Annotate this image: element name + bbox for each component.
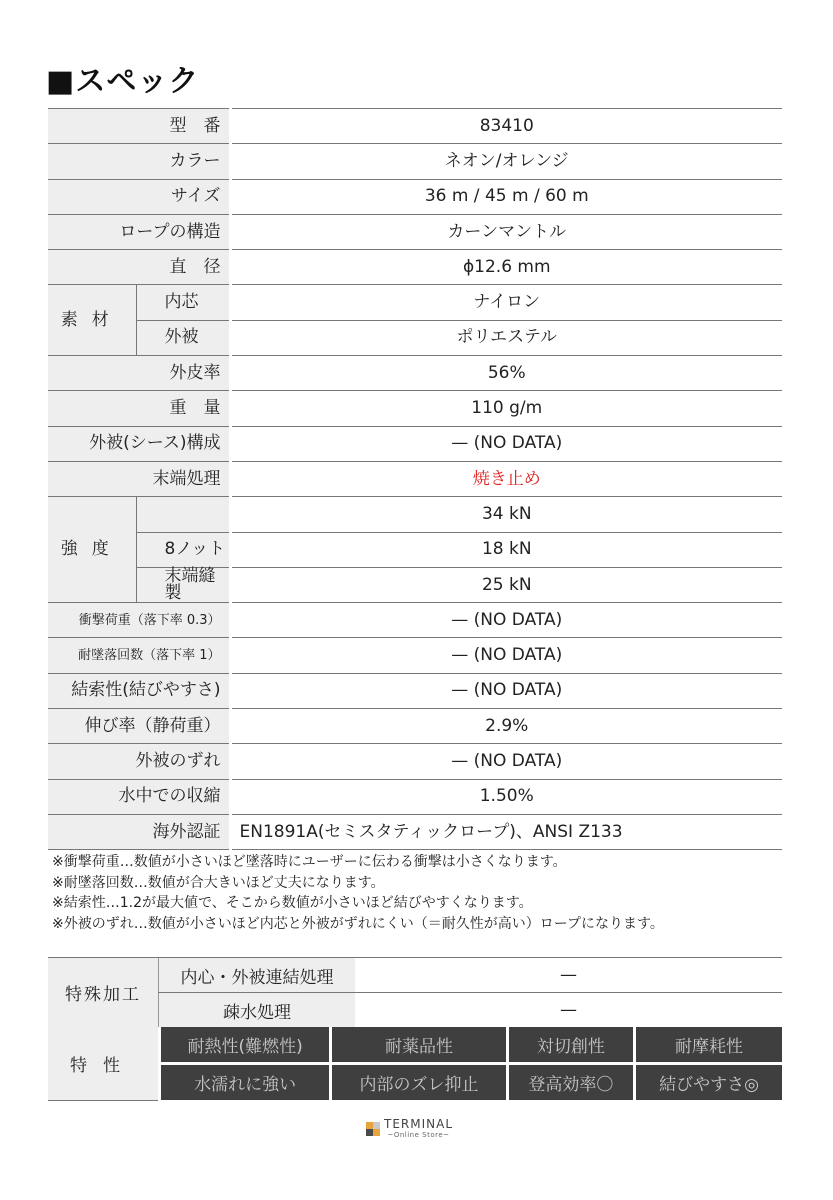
core-label: 内芯 — [136, 285, 230, 320]
diameter-label: 直 径 — [48, 250, 230, 285]
logo-subtitle: ~Online Store~ — [387, 1131, 450, 1139]
connect-value: — — [355, 958, 782, 993]
special-group-label: 特殊加工 — [48, 958, 159, 1028]
water-label: 疎水処理 — [159, 993, 356, 1028]
connect-label: 内心・外被連結処理 — [159, 958, 356, 993]
end-value: 焼き止め — [230, 461, 782, 496]
features-table — [48, 1027, 782, 1101]
table-row — [48, 179, 782, 214]
strength-group-label: 強度 — [48, 497, 136, 603]
weight-value: 110 g/m — [230, 391, 782, 426]
weight-label: 重 量 — [48, 391, 230, 426]
falls-label: 耐墜落回数（落下率 1） — [48, 638, 230, 673]
table-row — [48, 638, 782, 673]
feature-abrasion-resistance: 耐摩耗性 — [633, 1027, 782, 1065]
end-label: 末端処理 — [48, 461, 230, 496]
elongation-label: 伸び率（静荷重） — [48, 709, 230, 744]
sheath-label: 外被 — [136, 320, 230, 355]
table-row — [48, 426, 782, 461]
structure-value: カーンマントル — [230, 214, 782, 249]
diameter-value: ϕ12.6 mm — [230, 250, 782, 285]
note-falls: ※耐墜落回数…数値が合大きいほど丈夫になります。 — [52, 874, 385, 891]
cert-label: 海外認証 — [48, 814, 230, 849]
cert-value: EN1891A(セミスタティックロープ)、ANSI Z133 — [230, 814, 782, 849]
table-row — [48, 285, 782, 320]
table-row — [48, 144, 782, 179]
structure-label: ロープの構造 — [48, 214, 230, 249]
feature-water-resistant: 水濡れに強い — [158, 1065, 329, 1101]
features-group-label: 特性 — [48, 1027, 158, 1101]
feature-cut-resistance: 対切創性 — [506, 1027, 633, 1065]
falls-value: — (NO DATA) — [230, 638, 782, 673]
table-row — [48, 320, 782, 355]
table-row — [48, 709, 782, 744]
size-value: 36 m / 45 m / 60 m — [230, 179, 782, 214]
strength-value: 34 kN — [230, 497, 782, 532]
note-slippage: ※外被のずれ…数値が小さいほど内芯と外被がずれにくい（＝耐久性が高い）ロープになります。 — [52, 915, 664, 932]
table-row — [48, 214, 782, 249]
table-row — [48, 779, 782, 814]
shrink-value: 1.50% — [230, 779, 782, 814]
color-value: ネオン/オレンジ — [230, 144, 782, 179]
impact-label: 衝撃荷重（落下率 0.3） — [48, 603, 230, 638]
table-row — [48, 1027, 782, 1065]
note-impact: ※衝撃荷重…数値が小さいほど墜落時にユーザーに伝わる衝撃は小さくなります。 — [52, 854, 567, 870]
impact-value: — (NO DATA) — [230, 603, 782, 638]
slippage-value: — (NO DATA) — [230, 744, 782, 779]
table-row — [48, 461, 782, 496]
table-row — [48, 109, 782, 144]
knotability-value: — (NO DATA) — [230, 673, 782, 708]
color-label: カラー — [48, 144, 230, 179]
logo-mark-icon — [366, 1122, 380, 1136]
strength-sub-empty — [136, 497, 230, 532]
sheath-value: ポリエステル — [230, 320, 782, 355]
note-knotability: ※結索性…1.2が最大値で、そこから数値が小さいほど結びやすくなります。 — [52, 895, 533, 911]
table-row — [48, 673, 782, 708]
special-processing-table — [48, 957, 782, 1028]
logo-name: TERMINAL — [384, 1117, 454, 1131]
model-value: 83410 — [230, 109, 782, 144]
table-row — [48, 1065, 782, 1101]
table-row — [48, 532, 782, 567]
feature-easy-knotting: 結びやすさ◎ — [633, 1065, 782, 1101]
knot-value: 18 kN — [230, 532, 782, 567]
shrink-label: 水中での収縮 — [48, 779, 230, 814]
material-group-label: 素材 — [48, 285, 136, 356]
table-row — [48, 814, 782, 849]
table-row — [48, 356, 782, 391]
sheath-config-value: — (NO DATA) — [230, 426, 782, 461]
sheath-ratio-label: 外皮率 — [48, 356, 230, 391]
model-label: 型 番 — [48, 109, 230, 144]
core-value: ナイロン — [230, 285, 782, 320]
table-row — [48, 603, 782, 638]
sheath-config-label: 外被(シース)構成 — [48, 426, 230, 461]
table-row — [48, 958, 782, 993]
spec-table — [48, 108, 782, 850]
table-row — [48, 993, 782, 1028]
table-row — [48, 391, 782, 426]
end-sewn-label: 末端縫製 — [136, 567, 230, 602]
size-label: サイズ — [48, 179, 230, 214]
knot-label: 8ノット — [136, 532, 230, 567]
knotability-label: 結索性(結びやすさ) — [48, 673, 230, 708]
feature-climbing-efficiency: 登高効率〇 — [506, 1065, 633, 1101]
store-logo — [366, 1118, 453, 1139]
table-row — [48, 744, 782, 779]
sheath-ratio-value: 56% — [230, 356, 782, 391]
end-sewn-value: 25 kN — [230, 567, 782, 602]
feature-heat-resistance: 耐熱性(難燃性) — [158, 1027, 329, 1065]
table-row — [48, 250, 782, 285]
table-row — [48, 497, 782, 532]
feature-chemical-resistance: 耐薬品性 — [329, 1027, 506, 1065]
water-value: — — [355, 993, 782, 1028]
page-title: ■スペック — [46, 64, 200, 99]
elongation-value: 2.9% — [230, 709, 782, 744]
feature-slip-prevention: 内部のズレ抑止 — [329, 1065, 506, 1101]
table-row — [48, 567, 782, 602]
notes — [52, 852, 664, 934]
slippage-label: 外被のずれ — [48, 744, 230, 779]
